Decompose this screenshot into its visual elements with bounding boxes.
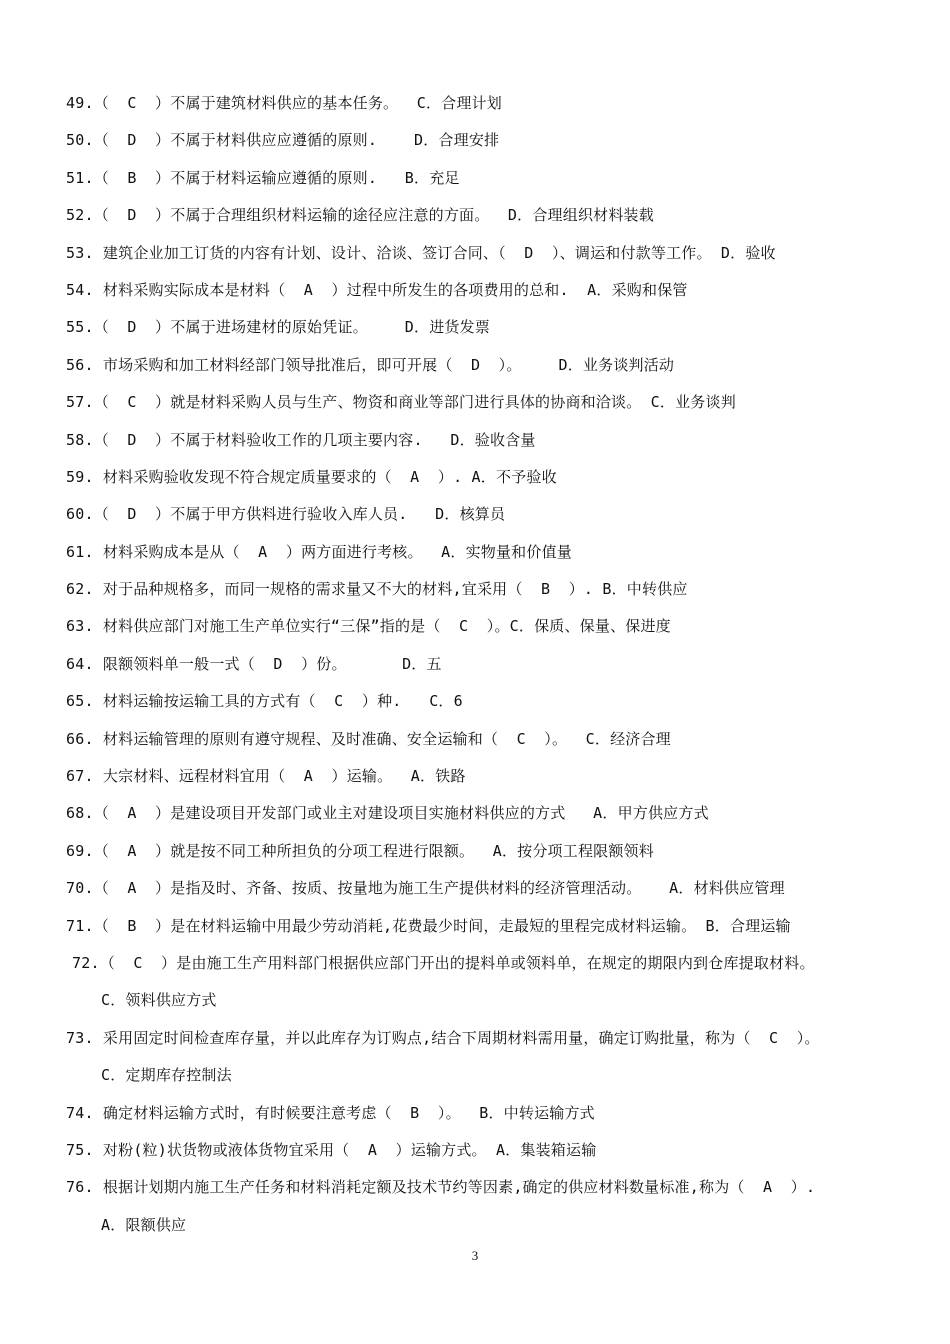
question-62: 62. 对于品种规格多，而同一规格的需求量又不大的材料,宜采用（ B ）. B．中转供应: [66, 580, 688, 599]
question-73: 73. 采用固定时间检查库存量，并以此库存为订购点,结合下周期材料需用量，确定订购批量，称为（ C ）。: [66, 1028, 820, 1047]
question-53: 53. 建筑企业加工订货的内容有计划、设计、洽谈、签订合同、（ D ）、调运和付款等工作。 D．验收: [66, 243, 776, 262]
question-69: 69.（ A ）就是按不同工种所担负的分项工程进行限额。 A．按分项工程限额领料: [66, 841, 654, 860]
question-57: 57.（ C ）就是材料采购人员与生产、物资和商业等部门进行具体的协商和洽谈。 C．业务谈判: [66, 393, 736, 412]
question-65: 65. 材料运输按运输工具的方式有（ C ）种. C．6: [66, 692, 463, 711]
question-58: 58.（ D ）不属于材料验收工作的几项主要内容. D．验收含量: [66, 430, 536, 449]
question-72: 72.（ C ）是由施工生产用料部门根据供应部门开出的提料单或领料单，在规定的期限内到仓库提取材料。: [72, 953, 815, 972]
question-list: [66, 85, 886, 1244]
question-49: 49.（ C ）不属于建筑材料供应的基本任务。 C．合理计划: [66, 94, 502, 112]
question-76-answer: A．限额供应: [101, 1215, 187, 1234]
question-60: 60.（ D ）不属于甲方供料进行验收入库人员. D．核算员: [66, 505, 506, 524]
question-76: 76. 根据计划期内施工生产任务和材料消耗定额及技术节约等因素,确定的供应材料数量标准,称为（ A ）.: [66, 1178, 816, 1197]
question-66: 66. 材料运输管理的原则有遵守规程、及时准确、安全运输和（ C ）。 C．经济合理: [66, 729, 671, 748]
question-71: 71.（ B ）是在材料运输中用最少劳动消耗,花费最少时间，走最短的里程完成材料运输。 B．合理运输: [66, 916, 791, 935]
question-74: 74. 确定材料运输方式时，有时候要注意考虑（ B ）。 B．中转运输方式: [66, 1103, 595, 1122]
question-68: 68.（ A ）是建设项目开发部门或业主对建设项目实施材料供应的方式 A．甲方供应方式: [66, 804, 709, 823]
question-75: 75. 对粉(粒)状货物或液体货物宜采用（ A ）运输方式。 A．集装箱运输: [66, 1140, 597, 1159]
question-56: 56. 市场采购和加工材料经部门领导批准后，即可开展（ D ）。 D．业务谈判活动: [66, 355, 675, 374]
question-72-answer: C．领料供应方式: [101, 991, 217, 1010]
question-64: 64. 限额领料单一般一式（ D ）份。 D．五: [66, 654, 442, 673]
question-67: 67. 大宗材料、远程材料宜用（ A ）运输。 A．铁路: [66, 767, 466, 786]
page-number: 3: [471, 1248, 479, 1263]
question-63: 63. 材料供应部门对施工生产单位实行“三保”指的是（ C ）。C．保质、保量、保进度: [66, 617, 671, 636]
question-73-answer: C．定期库存控制法: [101, 1066, 232, 1085]
question-50: 50.（ D ）不属于材料供应应遵循的原则. D．合理安排: [66, 131, 500, 150]
question-59: 59. 材料采购验收发现不符合规定质量要求的（ A ）. A．不予验收: [66, 467, 557, 486]
question-61: 61. 材料采购成本是从（ A ）两方面进行考核。 A．实物量和价值量: [66, 542, 572, 561]
question-51: 51.（ B ）不属于材料运输应遵循的原则. B．充足: [66, 168, 460, 187]
question-55: 55.（ D ）不属于进场建材的原始凭证。 D．进货发票: [66, 318, 491, 337]
question-54: 54. 材料采购实际成本是材料（ A ）过程中所发生的各项费用的总和. A．采购和保管: [66, 280, 688, 299]
question-70: 70.（ A ）是指及时、齐备、按质、按量地为施工生产提供材料的经济管理活动。 A．材料供应管理: [66, 879, 785, 898]
question-52: 52.（ D ）不属于合理组织材料运输的途径应注意的方面。 D．合理组织材料装载: [66, 206, 654, 225]
